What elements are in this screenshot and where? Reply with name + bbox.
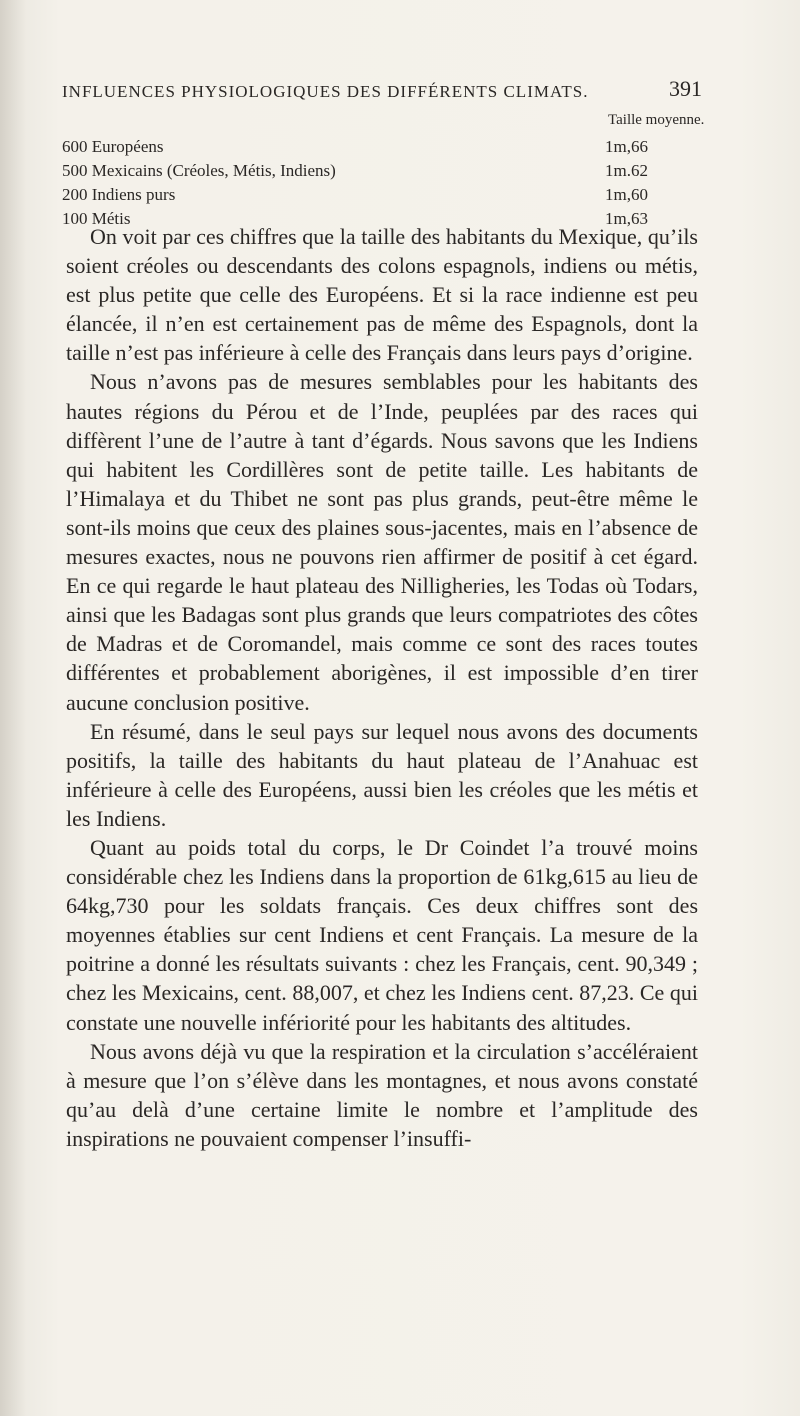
page-edge-shadow — [0, 0, 26, 1416]
paragraph: Quant au poids total du corps, le Dr Coindet l’a trouvé moins considérable chez les Indiens dans la proportion de 61kg,615 au lieu de 64kg,730 pour les soldats français. Ces deux chiffres sont des moyennes établies sur cent Indiens et cent Français. La mesure de la poitrine a donné les résultats suivants : chez les Français, cent. 90,349 ; chez les Mexicains, cent. 88,007, et chez les Indiens cent. 87,23. Ce qui constate une nouvelle infériorité pour les habitants des altitudes. — [66, 834, 698, 1035]
page-number: 391 — [669, 76, 702, 101]
paragraph: Nous n’avons pas de mesures semblables pour les habitants des hautes régions du Pérou et de l’Inde, peuplées par des races qui diffèrent l’une de l’autre à tant d’égards. Nous savons que les Indiens qui habitent les Cordillères sont de petite taille. Les habitants de l’Himalaya et du Thibet ne sont pas plus grands, peut-être même le sont-ils moins que ceux des plaines sous-jacentes, mais en l’absence de mesures exactes, nous ne pouvons rien affirmer de positif à cet égard. En ce qui regarde le haut plateau des Nilligheries, les Todas où Todars, ainsi que les Badagas sont plus grands que leurs compatriotes des côtes de Madras et de Coromandel, mais comme ce sont des races toutes différentes et probablement aborigènes, il est impossible d’en tirer aucune conclusion positive. — [66, 369, 698, 715]
body-text — [66, 222, 698, 1153]
row-label: 600 Européens — [62, 137, 164, 156]
running-title: INFLUENCES PHYSIOLOGIQUES DES DIFFÉRENTS CLIMATS. — [62, 82, 589, 101]
row-label: 200 Indiens purs — [62, 185, 176, 204]
row-value: 1m.62 — [605, 161, 648, 180]
table-row — [62, 185, 702, 209]
paragraph: On voit par ces chiffres que la taille des habitants du Mexique, qu’ils soient créoles ou descendants des colons espagnols, indiens ou métis, est plus petite que celle des Européens. Et si la race indienne est peu élancée, il n’en est certainement pas de même des Espagnols, dont la taille n’est pas inférieure à celle des Français dans leurs pays d’origine. — [66, 224, 698, 366]
paragraph: En résumé, dans le seul pays sur lequel nous avons des documents positifs, la taille des habitants du haut plateau de l’Anahuac est inférieure à celle des Européens, aussi bien les créoles que les métis et les Indiens. — [66, 718, 698, 831]
row-value: 1m,60 — [605, 185, 648, 204]
row-label: 100 Métis — [62, 209, 131, 228]
row-label: 500 Mexicains (Créoles, Métis, Indiens) — [62, 161, 336, 180]
row-value: 1m,66 — [605, 137, 648, 156]
table-row — [62, 137, 702, 161]
table-row — [62, 161, 702, 185]
table-column-header: Taille moyenne. — [608, 112, 705, 128]
row-value: 1m,63 — [605, 209, 648, 228]
running-header — [62, 76, 702, 108]
paragraph: Nous avons déjà vu que la respiration et la circulation s’accéléraient à mesure que l’on s’élève dans les montagnes, et nous avons constaté qu’au delà d’une certaine limite le nombre et l’amplitude des inspirations ne pouvaient compenser l’insuffi- — [66, 1038, 698, 1151]
